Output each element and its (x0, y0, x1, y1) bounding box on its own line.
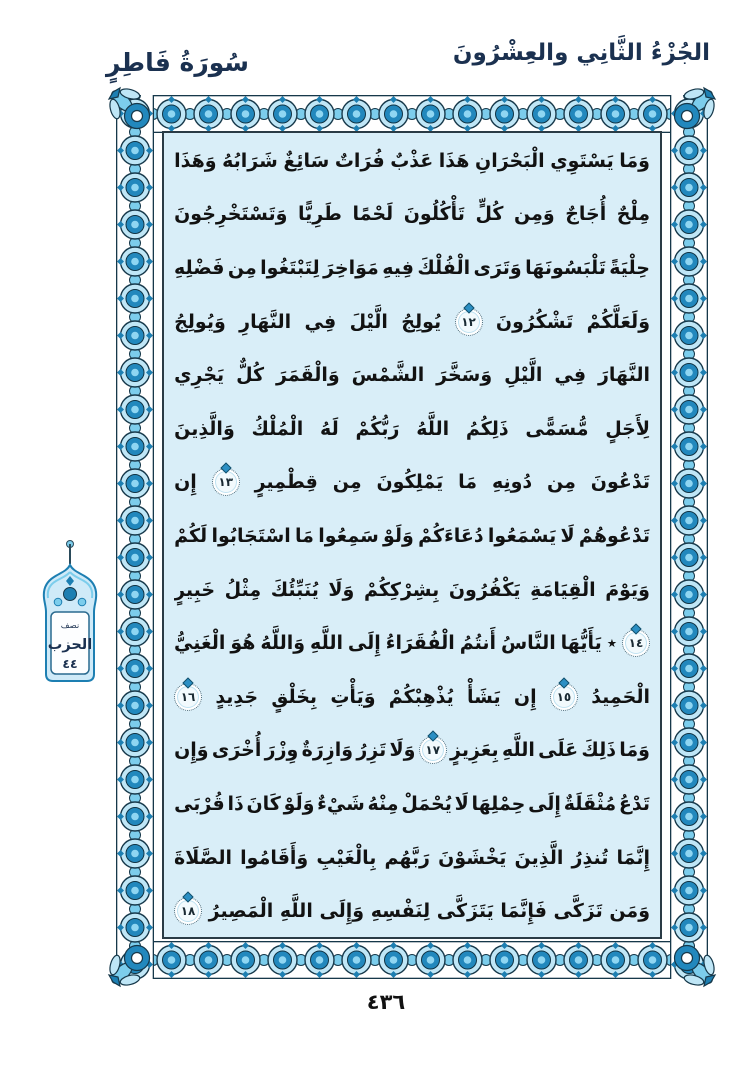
quran-word: اسْتَجَابُوا (211, 524, 291, 547)
hizb-marker (34, 544, 106, 684)
quran-word: وَاللَّهُ (260, 632, 306, 655)
corner-ornament (106, 937, 158, 989)
quran-word: وَيُولِجُ (174, 310, 226, 333)
quran-word: جَدِيدٍ (215, 685, 259, 708)
quran-word: وَمِن (514, 203, 555, 226)
quran-word: فَإِنَّمَا (500, 900, 547, 923)
quran-word: تَأْكُلُونَ (403, 203, 465, 226)
quran-word: دُعَاءَكُمْ (418, 524, 484, 547)
quran-word: الْبَحْرَانِ (475, 149, 545, 172)
quran-word: حِمْلِهَا (471, 792, 526, 815)
page-number: ٤٣٦ (366, 990, 406, 1014)
quran-word: إِن (174, 471, 197, 494)
quran-word: لَا (454, 792, 469, 815)
quran-word: وَإِن (174, 739, 209, 762)
surah-title: سُورَةُ فَاطِرٍ (106, 48, 249, 77)
quran-word: سَمِعُوا (318, 524, 379, 547)
quran-word: وَتَسْتَخْرِجُونَ (174, 203, 288, 226)
frame-band-left-ornament (116, 95, 154, 979)
quran-word: رَبُّكُمْ (355, 417, 400, 440)
quran-word: أُجَاجٌ (565, 203, 607, 226)
quran-word: وَمَا (619, 739, 650, 762)
quran-word: يَخْشَوْنَ (438, 846, 507, 869)
quran-word: يَسْتَوِي (550, 149, 614, 172)
quran-word: مِلْحٌ (616, 203, 650, 226)
quran-word: إِلَى (528, 792, 561, 815)
quran-word: النَّاسُ (500, 632, 556, 655)
quran-word: مَا (295, 524, 314, 547)
ayah-number-badge: ١٨ (174, 897, 202, 925)
quran-line (174, 402, 650, 456)
quran-word: تَدْعُوهُمْ (578, 524, 650, 547)
quran-word: يُحْمَلْ (401, 792, 452, 815)
quran-word: إِلَى (347, 632, 381, 655)
quran-word: مُّسَمًّى (525, 417, 589, 440)
quran-word: ٭ (606, 632, 618, 655)
quran-word: مِثْلُ (224, 578, 262, 601)
quran-line (174, 348, 650, 402)
quran-word: مَوَاخِرَ (323, 256, 379, 279)
quran-word: لَا (560, 524, 575, 547)
quran-word: شَرَابُهُ (222, 149, 278, 172)
quran-word: قُرْبَى (174, 792, 225, 815)
quran-line (174, 831, 650, 885)
quran-word: الشَّمْسَ (351, 364, 425, 387)
frame-band-right-ornament (670, 95, 708, 979)
quran-word: فُرَاتٌ (334, 149, 385, 172)
quran-word: ذَا (227, 792, 244, 815)
quran-word: تَدْعُ (618, 792, 650, 815)
quran-word: بِالْغَيْبِ (316, 846, 377, 869)
quran-word: وَلَوْ (283, 792, 315, 815)
quran-word: شَيْءٌ (317, 792, 365, 815)
quran-word: وَلَا (328, 578, 355, 601)
quran-word: الْمُلْكُ (251, 417, 304, 440)
quran-word: يُولِجُ (401, 310, 442, 333)
quran-word: الصَّلَاةَ (174, 846, 233, 869)
quran-word: إِن (513, 685, 537, 708)
corner-ornament (666, 85, 718, 137)
corner-ornament (666, 937, 718, 989)
quran-word: مَا (458, 471, 478, 494)
quran-word: بِعَزِيزٍ (450, 739, 499, 762)
quran-word: يَشَأْ (467, 685, 501, 708)
quran-word: النَّهَارَ (597, 364, 650, 387)
quran-word: سَائِغٌ (283, 149, 330, 172)
quran-word: يَكْفُرُونَ (448, 578, 521, 601)
quran-word: مِنْهُ (367, 792, 399, 815)
quran-line (174, 295, 650, 349)
quran-word: كَانَ (246, 792, 281, 815)
quran-word: تَلْبَسُونَهَا (525, 256, 606, 279)
quran-word: لِنَفْسِهِ (370, 900, 431, 923)
quran-word: وَالْقَمَرَ (276, 364, 340, 387)
ornamental-frame (116, 95, 708, 979)
quran-word: أُخْرَى (211, 739, 262, 762)
quran-word: طَرِيًّا (297, 203, 342, 226)
quran-word: وَتَرَى (473, 256, 522, 279)
quran-word: يَتَزَكَّى (436, 900, 494, 923)
quran-word: عَذْبٌ (390, 149, 434, 172)
ayah-number-badge: ١٤ (622, 629, 650, 657)
hizb-marker-stem (69, 544, 71, 564)
quran-word: وَلَا (389, 739, 416, 762)
quran-word: الَّيْلَ (349, 310, 388, 333)
quran-word: وَالَّذِينَ (174, 417, 235, 440)
quran-word: مِن (547, 471, 576, 494)
quran-word: لِتَبْتَغُوا (260, 256, 320, 279)
quran-word: الْمَصِيرُ (208, 900, 274, 923)
quran-word: وَهَذَا (174, 149, 217, 172)
quran-word: تَشْكُرُونَ (495, 310, 574, 333)
quran-word: أَنتُمُ (459, 632, 497, 655)
quran-word: ذَلِكُمُ (465, 417, 509, 440)
quran-word: الَّذِينَ (514, 846, 564, 869)
quran-word: الْقِيَامَةِ (530, 578, 596, 601)
quran-word: وَإِلَى (319, 900, 365, 923)
quran-word: مُثْقَلَةٌ (563, 792, 617, 815)
quran-word: وَيَوْمَ (605, 578, 650, 601)
ayah-number-badge: ١٥ (550, 683, 578, 711)
quran-word: فِي (304, 310, 337, 333)
hizb-word-label: الحزب (47, 637, 93, 653)
quran-word: الْحَمِيدُ (591, 685, 650, 708)
quran-word: بِشِرْكِكُمْ (363, 578, 440, 601)
quran-word: تَزِرُ (356, 739, 387, 762)
quran-word: تُنذِرُ (571, 846, 609, 869)
quran-word: وَمَن (609, 900, 650, 923)
quran-word: ذَلِكَ (581, 739, 616, 762)
frame-band-top-ornament (116, 95, 708, 133)
quran-word: بِخَلْقٍ (271, 685, 318, 708)
quran-word: يَمْلِكُونَ (376, 471, 444, 494)
quran-word: وَسَخَّرَ (436, 364, 493, 387)
quran-line (174, 509, 650, 563)
quran-word: خَبِيرٍ (174, 578, 216, 601)
ayah-number-badge: ١٦ (174, 683, 202, 711)
quran-word: رَبَّهُم (384, 846, 430, 869)
quran-word: تَدْعُونَ (590, 471, 650, 494)
quran-word: اللَّهِ (501, 739, 535, 762)
quran-word: هَذَا (438, 149, 470, 172)
quran-word: يُذْهِبْكُمْ (388, 685, 454, 708)
quran-word: دُونِهِ (491, 471, 533, 494)
quran-word: وَأَقَامُوا (240, 846, 309, 869)
quran-word: وَيَأْتِ (330, 685, 376, 708)
quran-word: وِزْرَ (264, 739, 299, 762)
quran-word: مِن (332, 471, 362, 494)
quran-word: هُوَ (230, 632, 256, 655)
quran-word: تَزَكَّى (553, 900, 603, 923)
quran-line (174, 188, 650, 242)
quran-word: وَمَا (619, 149, 650, 172)
quran-word: مِن (227, 256, 257, 279)
quran-word: الَّيْلِ (504, 364, 543, 387)
hizb-half-label: نصف (60, 621, 80, 631)
quran-word: لَحْمًا (352, 203, 394, 226)
quran-word: وَازِرَةٌ (301, 739, 354, 762)
quran-word: فَضْلِهِ (174, 256, 225, 279)
quran-word: اللَّهِ (279, 900, 313, 923)
quran-word: فِيهِ (382, 256, 414, 279)
hizb-marker-dome (34, 562, 106, 684)
quran-line (174, 456, 650, 510)
quran-line (174, 777, 650, 831)
quran-line (174, 134, 650, 188)
quran-word: حِلْيَةً (609, 256, 650, 279)
quran-word: وَلَوْ (383, 524, 414, 547)
mushaf-lines (174, 134, 650, 936)
hizb-number: ٤٤ (62, 656, 78, 671)
quran-word: يَسْمَعُوا (487, 524, 557, 547)
quran-word: لِأَجَلٍ (605, 417, 650, 440)
quran-line (174, 884, 650, 938)
quran-word: قِطْمِيرٍ (254, 471, 318, 494)
frame-band-bottom-ornament (116, 941, 708, 979)
quran-line (174, 563, 650, 617)
juz-title: الجُزْءُ الثَّانِي والعِشْرُونَ (452, 40, 710, 66)
quran-word: يَجْرِي (174, 364, 225, 387)
ayah-number-badge: ١٣ (212, 468, 240, 496)
quran-word: لَكُمْ (174, 524, 208, 547)
quran-word: كُلٍّ (475, 203, 504, 226)
quran-line (174, 670, 650, 724)
quran-word: النَّهَارِ (239, 310, 292, 333)
quran-word: اللَّهُ (416, 417, 450, 440)
quran-word: وَلَعَلَّكُمْ (586, 310, 650, 333)
quran-word: يَأَيُّهَا (560, 632, 602, 655)
quran-word: الْفُلْكَ (417, 256, 471, 279)
quran-text-panel (162, 131, 662, 939)
quran-word: إِنَّمَا (616, 846, 650, 869)
quran-word: عَلَى (538, 739, 579, 762)
quran-word: يُنَبِّئُكَ (270, 578, 319, 601)
quran-line (174, 724, 650, 778)
quran-word: اللَّهِ (310, 632, 343, 655)
quran-word: الْغَنِيُّ (174, 632, 226, 655)
quran-word: لَهُ (320, 417, 339, 440)
ayah-number-badge: ١٧ (419, 736, 447, 764)
quran-word: فِي (554, 364, 587, 387)
quran-line (174, 241, 650, 295)
corner-ornament (106, 85, 158, 137)
quran-word: كُلٌّ (236, 364, 265, 387)
ayah-number-badge: ١٢ (455, 308, 483, 336)
quran-word: الْفُقَرَاءُ (385, 632, 455, 655)
quran-line (174, 616, 650, 670)
